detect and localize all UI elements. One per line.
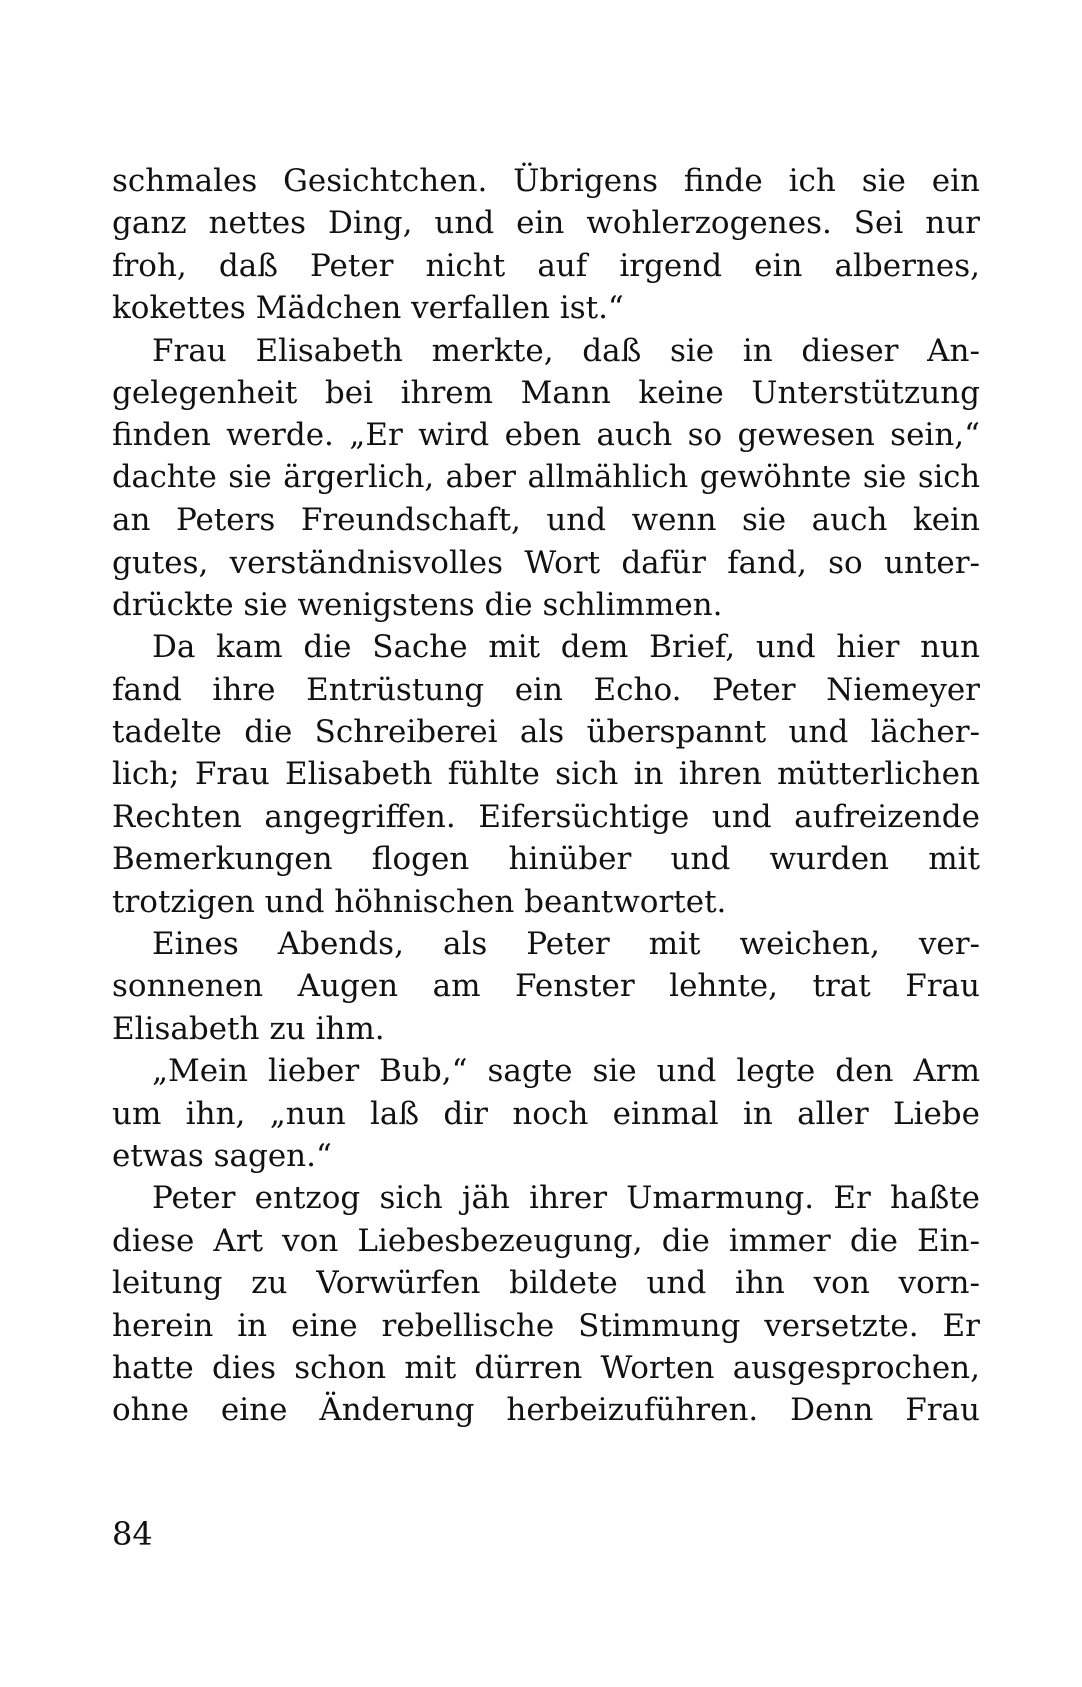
text-line: Peter entzog sich jäh ihrer Umarmung. Er haßte [152, 1180, 980, 1217]
text-line: finden werde. „Er wird eben auch so gewesen sein,“ [112, 417, 980, 454]
text-line: kokettes Mädchen verfallen ist.“ [112, 290, 624, 327]
text-line: gutes, verständnisvolles Wort dafür fand, so unter- [112, 544, 980, 581]
text-line: ohne eine Änderung herbeizuführen. Denn Frau [112, 1392, 980, 1429]
text-line: leitung zu Vorwürfen bildete und ihn von vorn- [112, 1265, 980, 1302]
text-line: lich; Frau Elisabeth fühlte sich in ihren mütterlichen [112, 756, 980, 793]
text-line: drückte sie wenigstens die schlimmen. [112, 586, 723, 623]
text-line: Frau Elisabeth merkte, daß sie in dieser An- [152, 332, 980, 369]
text-line: Elisabeth zu ihm. [112, 1010, 385, 1047]
text-line: ganz nettes Ding, und ein wohlerzogenes. Sei nur [112, 205, 980, 242]
text-line: etwas sagen.“ [112, 1137, 332, 1174]
text-line: tadelte die Schreiberei als überspannt und lächer- [112, 714, 980, 751]
text-line: trotzigen und höhnischen beantwortet. [112, 883, 727, 920]
page-number: 84 [112, 1515, 153, 1553]
text-line: Eines Abends, als Peter mit weichen, ver- [152, 926, 980, 963]
text-line: fand ihre Entrüstung ein Echo. Peter Niemeyer [112, 671, 980, 708]
text-line: dachte sie ärgerlich, aber allmählich gewöhnte sie sich [112, 459, 980, 495]
text-line: um ihn, „nun laß dir noch einmal in aller Liebe [112, 1095, 980, 1132]
text-line: froh, daß Peter nicht auf irgend ein albernes, [112, 247, 980, 284]
body-text [112, 160, 980, 1432]
text-line: diese Art von Liebesbezeugung, die immer die Ein- [112, 1222, 980, 1259]
text-line: sonnenen Augen am Fenster lehnte, trat Frau [112, 968, 980, 1005]
text-line: Bemerkungen flogen hinüber und wurden mit [112, 841, 980, 878]
text-line: „Mein lieber Bub,“ sagte sie und legte den Arm [152, 1053, 980, 1090]
text-line: schmales Gesichtchen. Übrigens finde ich sie ein [112, 163, 980, 199]
text-line: an Peters Freundschaft, und wenn sie auch kein [112, 502, 980, 539]
text-line: Da kam die Sache mit dem Brief, und hier nun [152, 629, 980, 666]
text-line: hatte dies schon mit dürren Worten ausgesprochen, [112, 1349, 980, 1386]
text-line: herein in eine rebellische Stimmung versetzte. Er [112, 1307, 980, 1344]
text-line: Rechten angegriffen. Eifersüchtige und aufreizende [112, 798, 980, 835]
text-line: gelegenheit bei ihrem Mann keine Unterstützung [112, 374, 980, 411]
